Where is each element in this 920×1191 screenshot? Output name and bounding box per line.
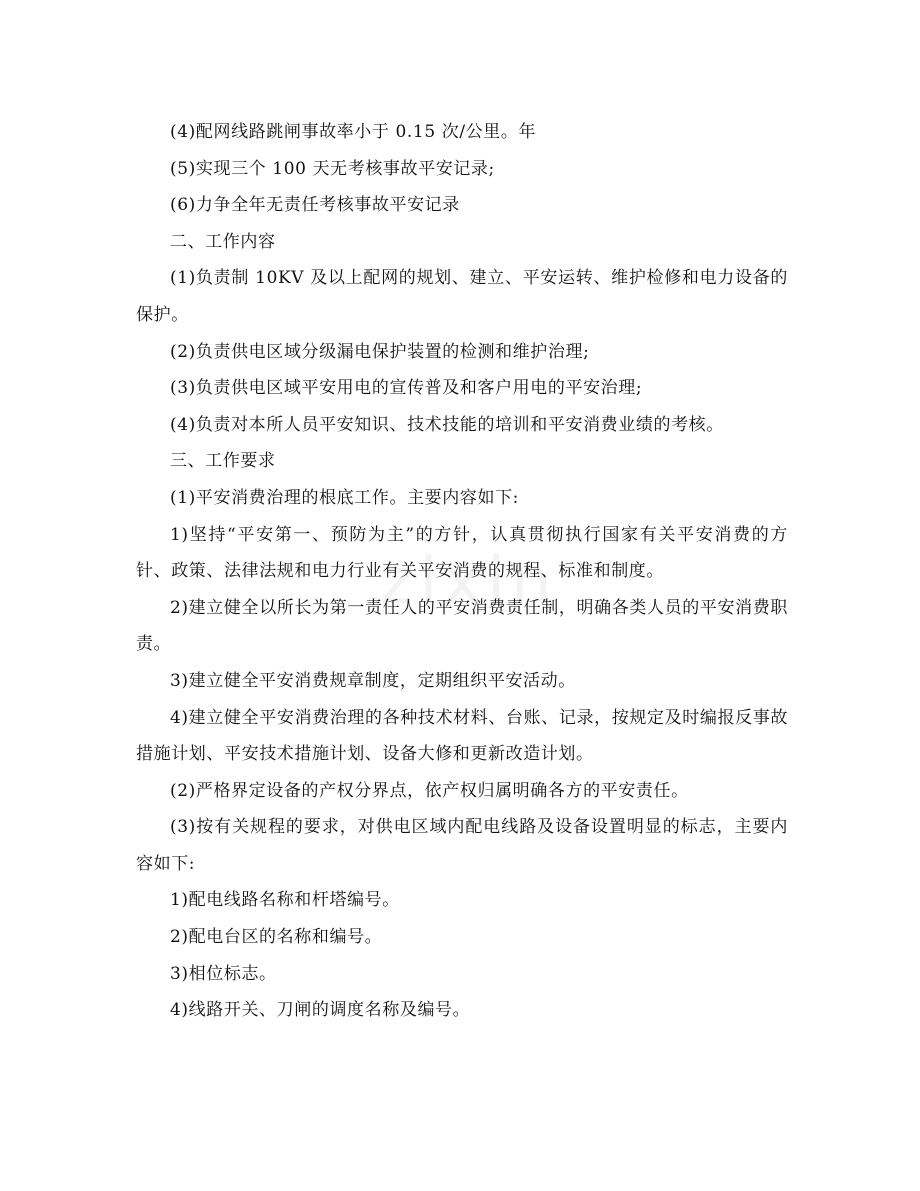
paragraph-content-2: (2)负责供电区域分级漏电保护装置的检测和维护治理; bbox=[170, 341, 590, 362]
paragraph-requirement-3-3: 3)相位标志。 bbox=[170, 963, 277, 984]
paragraph-requirement-3-4: 4)线路开关、刀闸的调度名称及编号。 bbox=[170, 1000, 471, 1021]
paragraph-requirement-1-2: 2)建立健全以所长为第一责任人的平安消费责任制，明确各类人员的平安消费职责。 bbox=[136, 597, 788, 655]
paragraph-content-1: (1)负责制 10KV 及以上配网的规划、建立、平安运转、维护检修和电力设备的保护。 bbox=[136, 268, 788, 325]
paragraph-target-6: (6)力争全年无责任考核事故平安记录 bbox=[170, 195, 460, 216]
paragraph-requirement-3-2: 2)配电台区的名称和编号。 bbox=[170, 927, 383, 948]
paragraph-requirement-2: (2)严格界定设备的产权分界点，依产权归属明确各方的平安责任。 bbox=[170, 780, 689, 801]
paragraph-target-5: (5)实现三个 100 天无考核事故平安记录; bbox=[170, 158, 495, 179]
section-heading-work-requirements: 三、工作要求 bbox=[170, 451, 276, 472]
paragraph-target-4: (4)配网线路跳闸事故率小于 0.15 次/公里。年 bbox=[170, 122, 537, 142]
paragraph-requirement-1-4: 4)建立健全平安消费治理的各种技术材料、台账、记录，按规定及时编报反事故措施计划、平安技术措施计划、设备大修和更新改造计划。 bbox=[136, 707, 788, 765]
paragraph-content-4: (4)负责对本所人员平安知识、技术技能的培训和平安消费业绩的考核。 bbox=[170, 414, 724, 435]
section-heading-work-content: 二、工作内容 bbox=[170, 231, 276, 252]
paragraph-requirement-1-3: 3)建立健全平安消费规章制度，定期组织平安活动。 bbox=[170, 670, 576, 691]
document-body bbox=[136, 114, 788, 1029]
paragraph-requirement-1: (1)平安消费治理的根底工作。主要内容如下: bbox=[170, 487, 520, 508]
paragraph-content-3: (3)负责供电区域平安用电的宣传普及和客户用电的平安治理; bbox=[170, 378, 643, 399]
paragraph-requirement-3: (3)按有关规程的要求，对供电区域内配电线路及设备设置明显的标志，主要内容如下: bbox=[136, 817, 788, 874]
paragraph-requirement-3-1: 1)配电线路名称和杆塔编号。 bbox=[170, 890, 400, 911]
paragraph-requirement-1-1: 1)坚持“平安第一、预防为主”的方针，认真贯彻执行国家有关平安消费的方针、政策、法律法规和电力行业有关平安消费的规程、标准和制度。 bbox=[136, 524, 788, 582]
